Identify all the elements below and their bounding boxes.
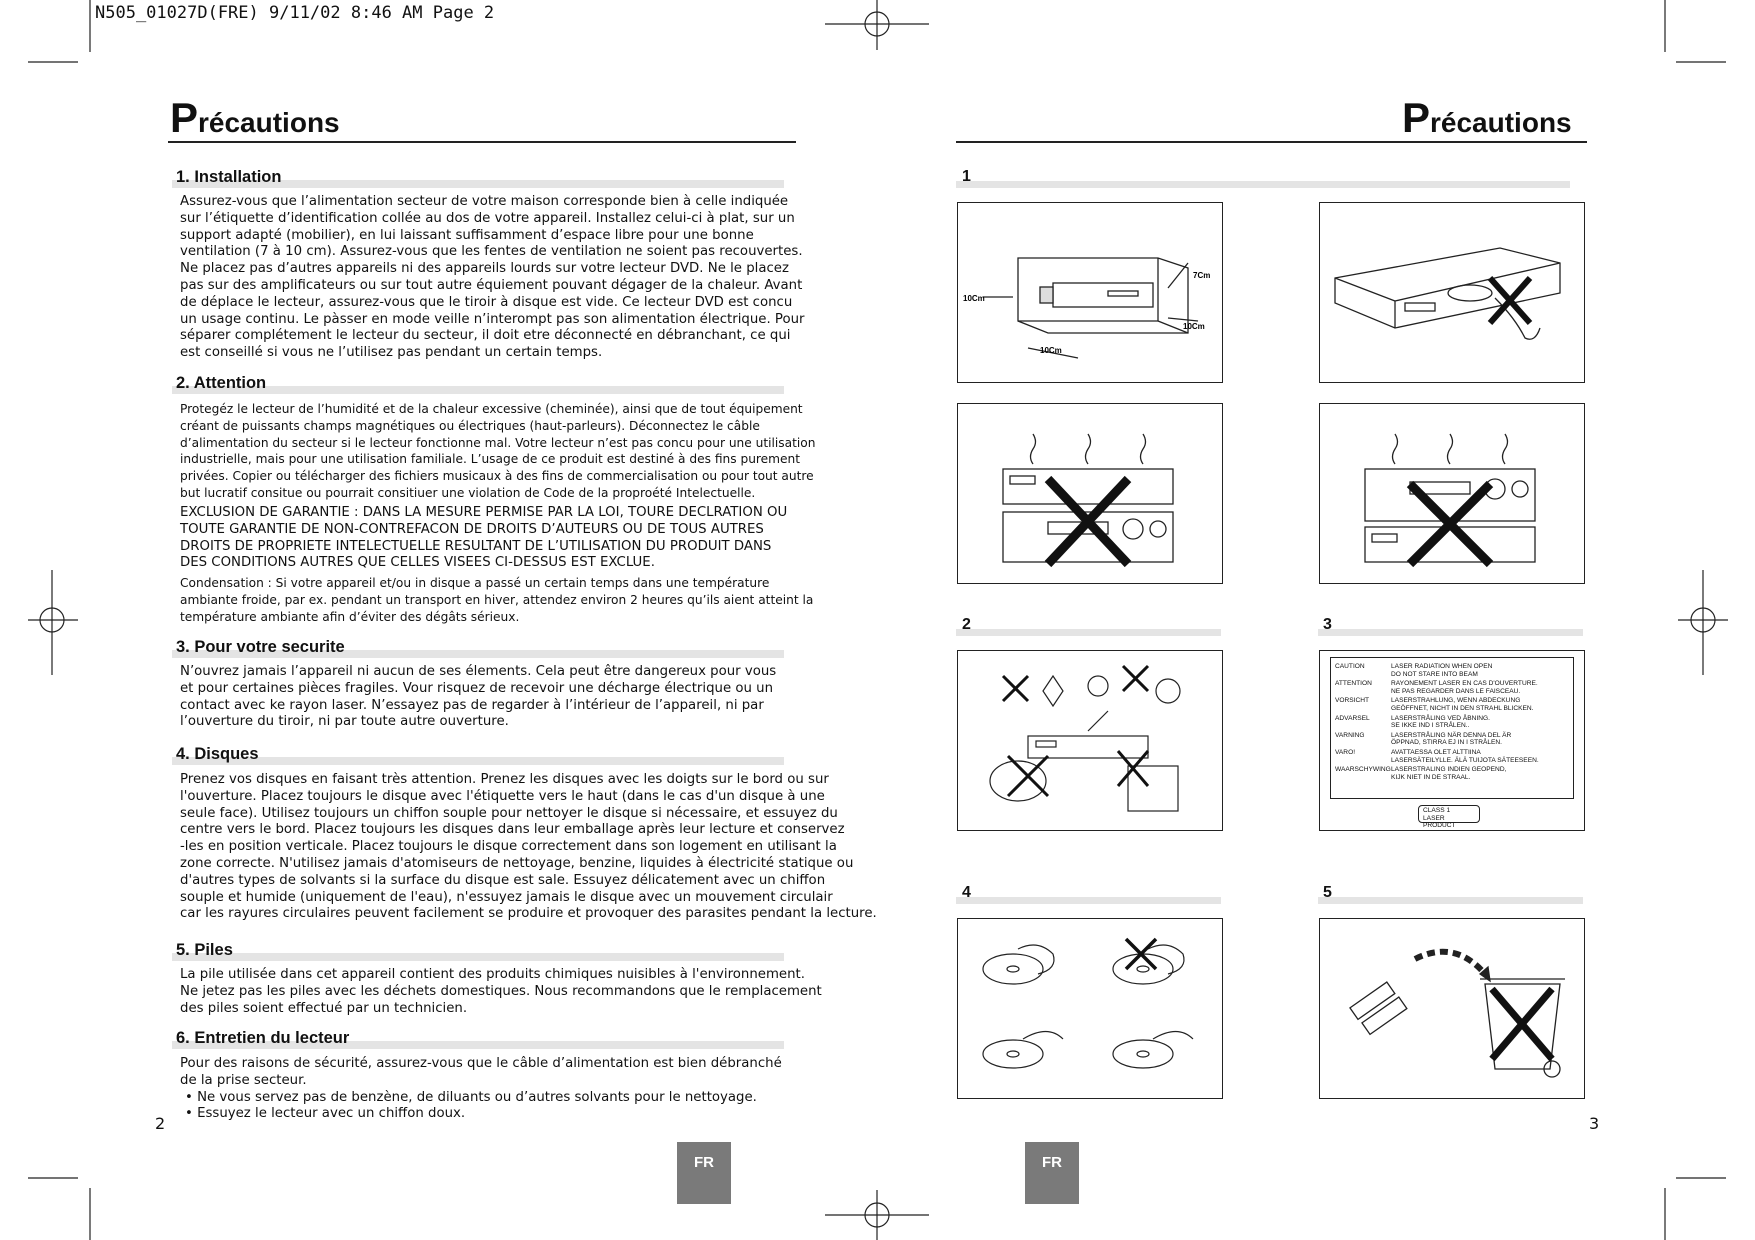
heat-dvd-illustration — [958, 404, 1222, 583]
laser-label-row — [1335, 732, 1539, 747]
figure-bar — [956, 629, 1221, 636]
laser-label-row — [1335, 766, 1539, 781]
laser-label-language: VORSICHT — [1335, 697, 1370, 705]
laser-label-line: LASERSTRÅLING NÄR DENNA DEL ÄR — [1391, 731, 1512, 739]
ventilation-illustration — [958, 203, 1222, 382]
dim-right: 10Cm — [1183, 322, 1205, 331]
figure-disc-handling — [957, 918, 1223, 1099]
figure-bar — [1318, 897, 1583, 904]
laser-label-row — [1335, 663, 1539, 678]
tray-hand-illustration — [1320, 203, 1584, 382]
laser-label-language: VARO! — [1335, 748, 1356, 756]
section-heading-securite: 3. Pour votre securite — [176, 638, 345, 656]
left-language-tab: FR — [677, 1142, 731, 1204]
laser-label-language: ATTENTION — [1335, 680, 1372, 688]
laser-label-line: ÖPPNAD, STIRRA EJ IN I STRÅLEN. — [1391, 739, 1503, 747]
section-heading-disques: 4. Disques — [176, 745, 259, 763]
condensation-text: Condensation : Si votre appareil et/ou in disque a passé un certain temps dans une température ambiante froide, par ex. pendant un transport en hiver, attendez environ 2 heures qu’ils aient atteint la température ambiante afin d’éviter des dégâts sérieux. — [180, 576, 814, 624]
laser-label-line: KIJK NIET IN DE STRAAL. — [1391, 773, 1471, 781]
section-heading-attention: 2. Attention — [176, 374, 267, 392]
attention-text: Protegéz le lecteur de l’humidité et de la chaleur excessive (cheminée), ainsi que de tout équipement créant de puissants champs magnétiques ou électriques (haut-parleurs). Déconnectez le câble d’alimentation du secteur si le lecteur fonctionne mal. Votre lecteur n’est pas concu pour une utilisation industrielle, mais pour une utilisation familiale. L’usage de ce produit est destiné à des fins purement privées. Copier ou télécharger des fichiers musicaux à des fins de commercialisation ou pour tout autre but lucratif consitue ou pourrait consitiuer une violation de Code de la proproété Intelectuelle. — [180, 402, 816, 500]
disc-handling-illustration — [958, 919, 1222, 1098]
disques-text: Prenez vos disques en faisant très attention. Prenez les disques avec les doigts sur le bord ou sur l'ouverture. Placez toujours le disque avec l'étiquette vers le haut (dans le cas d'un disque à une seule face). Utilisez toujours un chiffon souple pour nettoyer le disque si nécessaire, et essuyez du centre vers le bord. Placez toujours les disques dans leur emballage après leur lecture et conservez -les en position verticale. Placez toujours le disque correctement dans son logement en utilisant la zone correcte. N'utilisez jamais d'atomiseurs de nettoyage, benzine, liquides à électricité statique ou d'autres types de solvants si la surface du disque est sale. Essuyez délicatement avec un chiffon souple et humide (uniquement de l'eau), n'essuyez jamais le disque avec un mouvement circulair car les rayures circulaires peuvent facilement se produire et provoquer des parasites pendant la lecture. — [180, 772, 877, 922]
figure-battery-disposal — [1319, 918, 1585, 1099]
laser-label-text — [1391, 697, 1534, 712]
laser-label-line: SE IKKE IND I STRÅLEN.. — [1391, 722, 1470, 730]
piles-text: La pile utilisée dans cet appareil contient des produits chimiques nuisibles à l'environnement. Ne jetez pas les piles avec les déchets domestiques. Nous recommandons que le remplacement des piles soient effectué par un technicien. — [180, 967, 822, 1016]
laser-label-text — [1391, 766, 1506, 781]
figure-number-1: 1 — [962, 168, 971, 185]
hazards-illustration — [958, 651, 1222, 830]
laser-label-text — [1391, 732, 1511, 747]
laser-label-line: LASER RADIATION WHEN OPEN — [1391, 663, 1493, 670]
figure-amplifier-on-dvd — [1319, 403, 1585, 584]
laser-label-text — [1391, 715, 1490, 730]
laser-label-line: LASERSTRAHLUNG, WENN ABDECKUNG — [1391, 697, 1521, 705]
laser-label-language: WAARSCHYWING — [1335, 766, 1391, 774]
left-page-number: 2 — [155, 1114, 166, 1133]
section-bar — [172, 757, 784, 765]
dim-left: 10Cm — [963, 294, 985, 303]
figure-hazards — [957, 650, 1223, 831]
securite-text: N’ouvrez jamais l’appareil ni aucun de ses élements. Cela peut être dangereux pour vous et pour certaines pièces fragiles. Vour risquez de recevoir une décharge électrique ou un contact avec ke rayon laser. N’essayez pas de regarder à l’intérieur de l’appareil, ni par l’ouverture du tiroir, ni par toute autre ouverture. — [180, 664, 777, 730]
laser-label-line: DO NOT STARE INTO BEAM — [1391, 670, 1478, 678]
section-heading-piles: 5. Piles — [176, 941, 233, 959]
print-header: N505_01027D(FRE) 9/11/02 8:46 AM Page 2 — [95, 3, 495, 23]
section-bar — [172, 953, 784, 961]
laser-label-row — [1335, 697, 1539, 712]
figure-number-2: 2 — [962, 616, 971, 633]
figure-bar — [1318, 629, 1583, 636]
class-label-line: CLASS 1 — [1423, 807, 1451, 814]
laser-label-line: LASERSTRALING INDIEN GEOPEND, — [1391, 766, 1507, 774]
entretien-text: Pour des raisons de sécurité, assurez-vous que le câble d’alimentation est bien débranché de la prise secteur. • Ne vous servez pas de benzène, de diluants ou d’autres solvants pour le nettoyage. • Essuyez le lecteur avec un chiffon doux. — [180, 1056, 782, 1122]
section-heading-entretien: 6. Entretien du lecteur — [176, 1029, 350, 1047]
laser-label-line: LASERSTRÅLING VED ÅBNING. — [1391, 714, 1490, 722]
laser-label-line: LASERSÄTEILYLLE. ÄLÄ TUIJOTA SÄTEESEEN. — [1391, 756, 1539, 764]
right-language-tab: FR — [1025, 1142, 1079, 1204]
figure-laser-label — [1319, 650, 1585, 831]
figure-dvd-on-amplifier — [957, 403, 1223, 584]
right-page-number: 3 — [1589, 1114, 1600, 1133]
figure-number-4: 4 — [962, 884, 971, 901]
battery-disposal-illustration — [1320, 919, 1584, 1098]
laser-label-text — [1391, 663, 1492, 678]
laser-label-text — [1391, 749, 1539, 764]
figure-bar — [956, 181, 1570, 188]
installation-text: Assurez-vous que l’alimentation secteur de votre maison corresponde bien à celle indiquée sur l’étiquette d’identification collée au dos de votre appareil. Installez celui-ci à plat, sur un support adapté (mobilier), en lui laissant suffisamment d’espace libre pour une bonne ventilation (7 à 10 cm). Assurez-vous que les fentes de ventilation ne soient pas recouvertes. Ne placez pas d’autres appareils ni des appareils lourds sur votre lecteur DVD. Ne le placez pas sur des amplificateurs ou sur tout autre équiement pouvant dégager de la chaleur. Avant de déplace le lecteur, assurez-vous que le tiroir à disque est vide. Ce lecteur DVD est concu un usage continu. Le pàsser en mode veille n’interompt pas son alimentation électrique. Pour séparer complétement le lecteur du secteur, il doit etre déconnecté en débranchant, ce qui est conseillé si vous ne l’utilisez pas pendant un certain temps. — [180, 194, 805, 361]
dim-bottom: 10Cm — [1040, 346, 1062, 355]
figure-number-3: 3 — [1323, 616, 1332, 633]
left-page-title: Précautions — [170, 94, 340, 141]
figure-ventilation-clearance — [957, 202, 1223, 383]
laser-label-language: ADVARSEL — [1335, 714, 1370, 722]
class1-label — [1418, 805, 1480, 830]
laser-label-row — [1335, 715, 1539, 730]
laser-label-line: NE PAS REGARDER DANS LE FAISCEAU. — [1391, 687, 1521, 695]
figure-number-5: 5 — [1323, 884, 1332, 901]
laser-label-line: AVATTAESSA OLET ALTTIINA — [1391, 748, 1481, 756]
dim-top: 7Cm — [1193, 271, 1211, 280]
laser-label-line: GEÖFFNET, NICHT IN DEN STRAHL BLICKEN. — [1391, 704, 1534, 712]
laser-label-row — [1335, 749, 1539, 764]
laser-warning-panel — [1330, 657, 1574, 799]
class-label-line: LASER PRODUCT — [1423, 814, 1456, 830]
laser-label-language: VARNING — [1335, 731, 1365, 739]
heat-amp-illustration — [1320, 404, 1584, 583]
exclusion-text: EXCLUSION DE GARANTIE : DANS LA MESURE PERMISE PAR LA LOI, TOURE DECLRATION OU TOUTE GARANTIE DE NON-CONTREFACON DE DROITS D’AUTEURS OU DE TOUS AUTRES DROITS DE PROPRIETE INTELECTUELLE RESULTANT DE L’UTILISATION DU PRODUIT DANS DES CONDITIONS AUTRES QUE CELLES VISEES CI-DESSUS EST EXCLUE. — [180, 505, 788, 571]
right-page-title: Précautions — [1402, 94, 1572, 141]
laser-label-language: CAUTION — [1335, 663, 1365, 670]
figure-bar — [956, 897, 1221, 904]
laser-label-line: RAYONEMENT LASER EN CAS D'OUVERTURE. — [1391, 680, 1538, 688]
figure-no-hand-in-tray — [1319, 202, 1585, 383]
left-title-rule — [168, 141, 796, 143]
section-heading-installation: 1. Installation — [176, 168, 282, 186]
laser-label-row — [1335, 680, 1539, 695]
right-title-rule — [956, 141, 1587, 143]
laser-label-text — [1391, 680, 1538, 695]
